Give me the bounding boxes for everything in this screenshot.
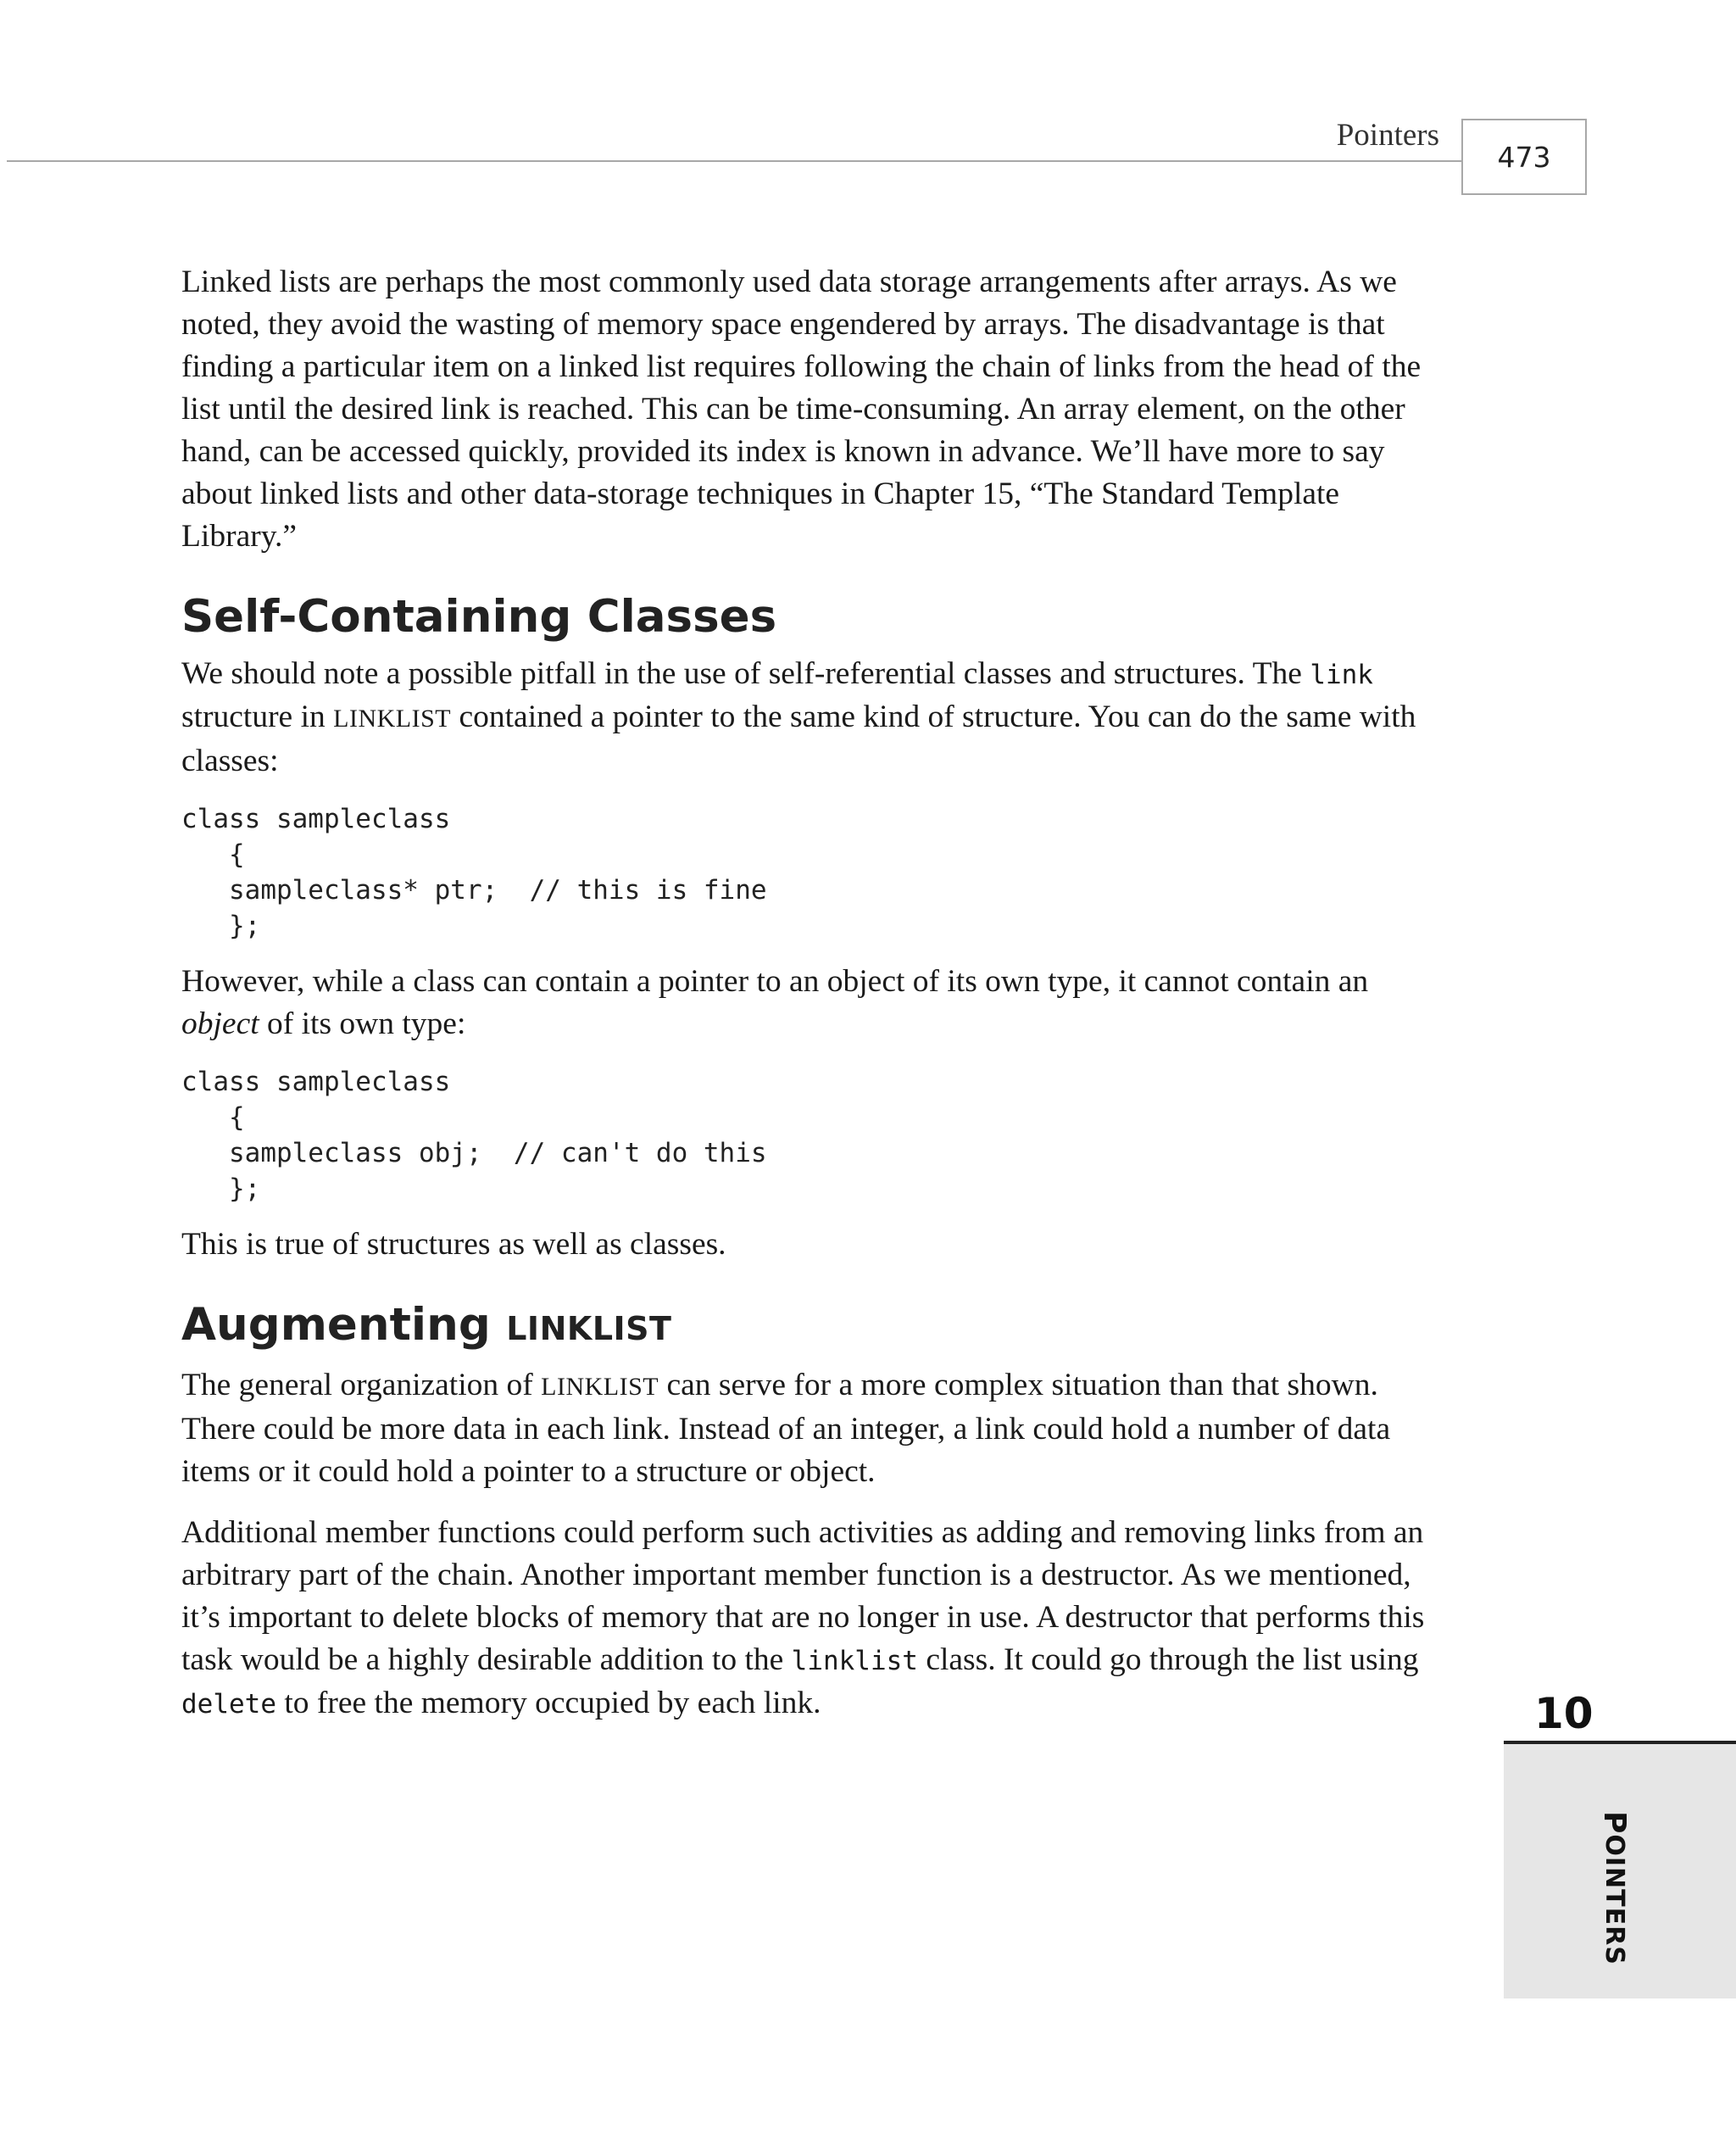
header-rule bbox=[7, 160, 1461, 162]
running-head: Pointers bbox=[1336, 118, 1439, 153]
augmenting-paragraph-2: Additional member functions could perform such activities as adding and removing links from an arbitrary part of the chain. Another important member function is a destructor. As we mentioned, it’s important to delete blocks of memory that are no longer in use. A destructor that performs this task would be a highly desirable addition to the linklist class. It could go through the list using delete to free the memory occupied by each link. bbox=[181, 1515, 1425, 1720]
inline-code-delete: delete bbox=[181, 1689, 276, 1720]
intro-paragraph: Linked lists are perhaps the most commonly used data storage arrangements after arrays. As we noted, they avoid the wasting of memory space engendered by arrays. The disadvantage is that finding a particular item on a linked list requires following the chain of links from the head of the list until the desired link is reached. This can be time-consuming. An array element, on the other hand, can be accessed quickly, provided its index is known in advance. We’ll have more to say about linked lists and other data-storage techniques in Chapter 15, “The Standard Template Library.” bbox=[181, 265, 1422, 554]
program-name-linklist: LINKLIST bbox=[541, 1373, 659, 1401]
augmenting-paragraph-1: The general organization of LINKLIST can serve for a more complex situation than that shown. There could be more data in each link. Instead of an integer, a link could hold a number of data items or it could hold a pointer to a structure or object. bbox=[181, 1368, 1391, 1489]
section-heading-self-containing: Self-Containing Classes bbox=[181, 591, 777, 643]
code-listing-pointer-member: class sampleclass { sampleclass* ptr; // this is fine }; bbox=[181, 804, 767, 941]
section-heading-augmenting: Augmenting LINKLIST bbox=[181, 1299, 672, 1351]
chapter-thumb-label: POINTERS bbox=[1597, 1811, 1632, 1965]
self-containing-paragraph-1: We should note a possible pitfall in the use of self-referential classes and structures. The link structure in LINKLIST contained a pointer to the same kind of structure. You can do the same with classes: bbox=[181, 656, 1416, 778]
page-number: 473 bbox=[1461, 119, 1587, 195]
self-containing-paragraph-2: However, while a class can contain a pointer to an object of its own type, it cannot contain an object of its own type: bbox=[181, 964, 1369, 1041]
emphasis-object: object bbox=[181, 1006, 259, 1041]
self-containing-paragraph-3: This is true of structures as well as classes. bbox=[181, 1227, 726, 1262]
code-listing-object-member: class sampleclass { sampleclass obj; // can't do this }; bbox=[181, 1067, 767, 1204]
inline-code-link: link bbox=[1310, 660, 1373, 690]
heading-program-name: LINKLIST bbox=[506, 1310, 672, 1347]
inline-code-linklist: linklist bbox=[791, 1646, 918, 1676]
program-name-linklist: LINKLIST bbox=[333, 705, 452, 733]
chapter-number: 10 bbox=[1534, 1689, 1594, 1738]
page-body bbox=[181, 261, 1446, 1744]
